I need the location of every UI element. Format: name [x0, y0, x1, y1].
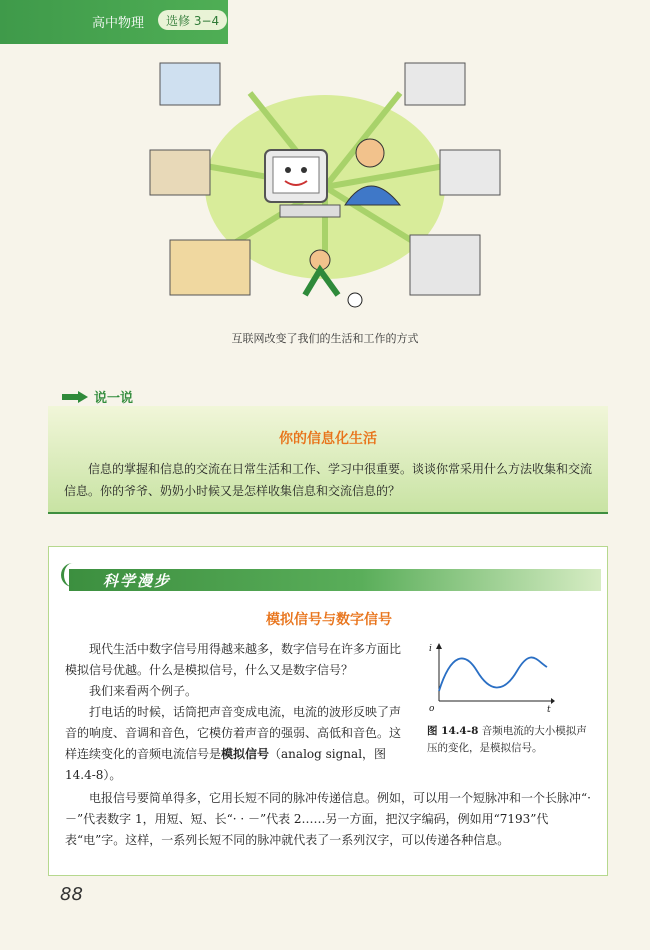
- analog-text-before: 打电话的时候，话筒把声音变成电流，电流的波形反映了声音的响度、音调和音色，它模仿着声音的强弱、高低和音色。这样连续变化的音频电流信号是: [65, 705, 402, 761]
- arrow-right-icon: [62, 391, 88, 403]
- origin-label: o: [429, 704, 435, 713]
- section-banner: [69, 569, 601, 591]
- audio-current-chart: [425, 643, 555, 713]
- paragraph-intro: 现代生活中数字信号用得越来越多，数字信号在许多方面比模拟信号优越。什么是模拟信号，什么又是数字信号？: [65, 642, 402, 677]
- discussion-text: 信息的掌握和信息的交流在日常生活和工作、学习中很重要。谈谈你常采用什么方法收集和交流信息。你的爷爷、奶奶小时候又是怎样收集信息和交流信息的？: [64, 462, 593, 498]
- page-number: 88: [60, 884, 83, 905]
- book-title: 高中物理: [92, 16, 145, 31]
- discussion-label: [62, 387, 133, 406]
- discussion-label-text: 说一说: [94, 391, 134, 406]
- illustration-caption: 互联网改变了我们的生活和工作的方式: [231, 332, 419, 345]
- discussion-box: [48, 406, 608, 514]
- x-axis-label: t: [547, 705, 551, 713]
- discussion-title: 你的信息化生活: [279, 431, 377, 447]
- figure-number: 图 14.4-8: [427, 725, 479, 737]
- chapter-header: [0, 0, 228, 44]
- paragraph-examples: 我们来看两个例子。: [89, 684, 198, 698]
- paragraph-telegraph: 电报信号要简单得多，它用长短不同的脉冲传递信息。例如，可以用一个短脉冲和一个长脉冲“·－”代表数字 1，用短、短、长“· · －”代表 2……另一方面，把汉字编码，例如用“7193”代表“电”字。这样，一系列长短不同的脉冲就代表了一系列汉字，可以传递各种信息。: [65, 791, 591, 847]
- volume-badge: 选修 3−4: [158, 10, 227, 30]
- internet-life-illustration: [140, 55, 510, 323]
- figure-caption: [427, 723, 597, 757]
- science-walk-box: [48, 546, 608, 876]
- analog-term: 模拟信号: [221, 747, 270, 761]
- paragraph-analog: [65, 702, 407, 786]
- figure-caption-text: 音频电流的大小模拟声压的变化，是模拟信号。: [427, 725, 587, 754]
- section-banner-text: 科学漫步: [103, 572, 172, 590]
- y-axis-label: i: [429, 644, 432, 654]
- section-title: 模拟信号与数字信号: [266, 612, 392, 628]
- analog-text-after: （analog signal，图 14.4-8）。: [65, 747, 387, 782]
